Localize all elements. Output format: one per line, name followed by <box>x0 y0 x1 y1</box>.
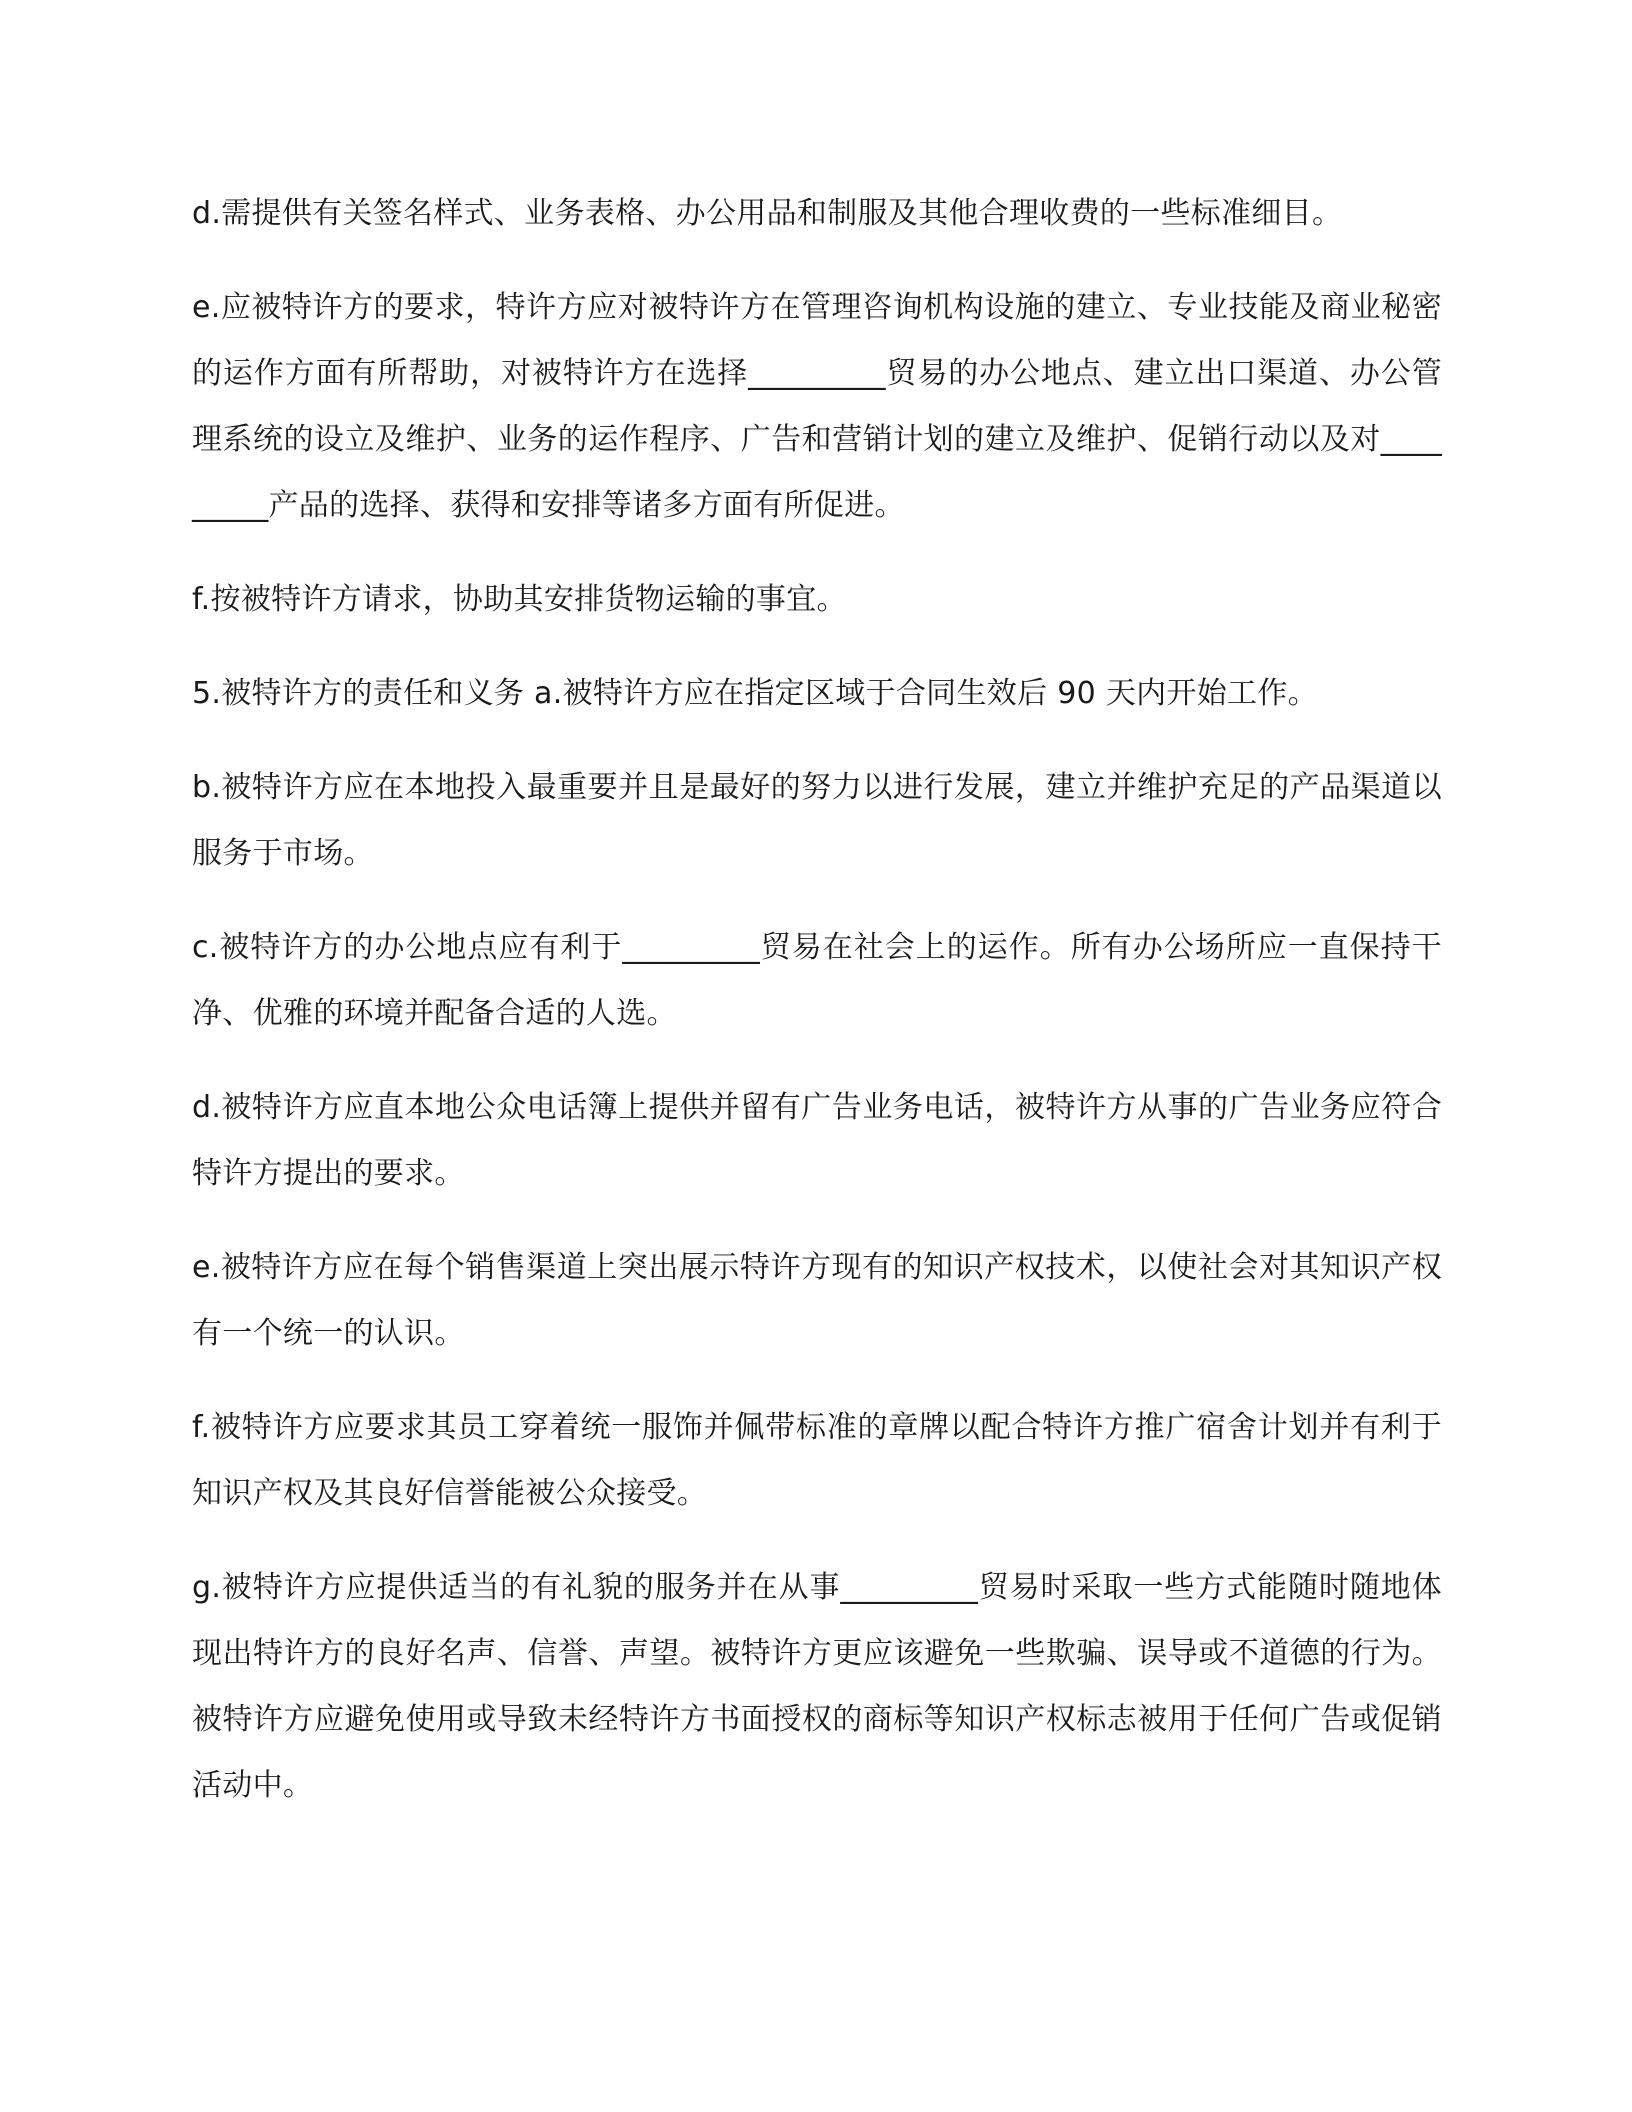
clause-5g: g.被特许方应提供适当的有礼貌的服务并在从事_________贸易时采取一些方式能随时随地体现出特许方的良好名声、信誉、声望。被特许方更应该避免一些欺骗、误导或不道德的行为。被特许方应避免使用或导致未经特许方书面授权的商标等知识产权标志被用于任何广告或促销活动中。 <box>192 1570 1442 1803</box>
document-body <box>192 181 1442 1847</box>
clause-5a: 5.被特许方的责任和义务 a.被特许方应在指定区域于合同生效后 90 天内开始工作。 <box>192 676 1318 711</box>
clause-4e: e.应被特许方的要求，特许方应对被特许方在管理咨询机构设施的建立、专业技能及商业秘密的运作方面有所帮助，对被特许方在选择_________贸易的办公地点、建立出口渠道、办公管理系统的设立及维护、业务的运作程序、广告和营销计划的建立及维护、促销行动以及对_________产品的选择、获得和安排等诸多方面有所促进。 <box>192 290 1442 523</box>
clause-4f: f.按被特许方请求，协助其安排货物运输的事宜。 <box>192 582 847 617</box>
clause-4d: d.需提供有关签名样式、业务表格、办公用品和制服及其他合理收费的一些标准细目。 <box>192 196 1343 231</box>
clause-5d: d.被特许方应直本地公众电话簿上提供并留有广告业务电话，被特许方从事的广告业务应符合特许方提出的要求。 <box>192 1090 1442 1191</box>
clause-5b: b.被特许方应在本地投入最重要并且是最好的努力以进行发展，建立并维护充足的产品渠道以服务于市场。 <box>192 770 1442 871</box>
clause-5e: e.被特许方应在每个销售渠道上突出展示特许方现有的知识产权技术，以使社会对其知识产权有一个统一的认识。 <box>192 1250 1442 1351</box>
clause-5f: f.被特许方应要求其员工穿着统一服饰并佩带标准的章牌以配合特许方推广宿舍计划并有利于知识产权及其良好信誉能被公众接受。 <box>192 1410 1442 1511</box>
clause-5c: c.被特许方的办公地点应有利于_________贸易在社会上的运作。所有办公场所应一直保持干净、优雅的环境并配备合适的人选。 <box>192 930 1442 1031</box>
